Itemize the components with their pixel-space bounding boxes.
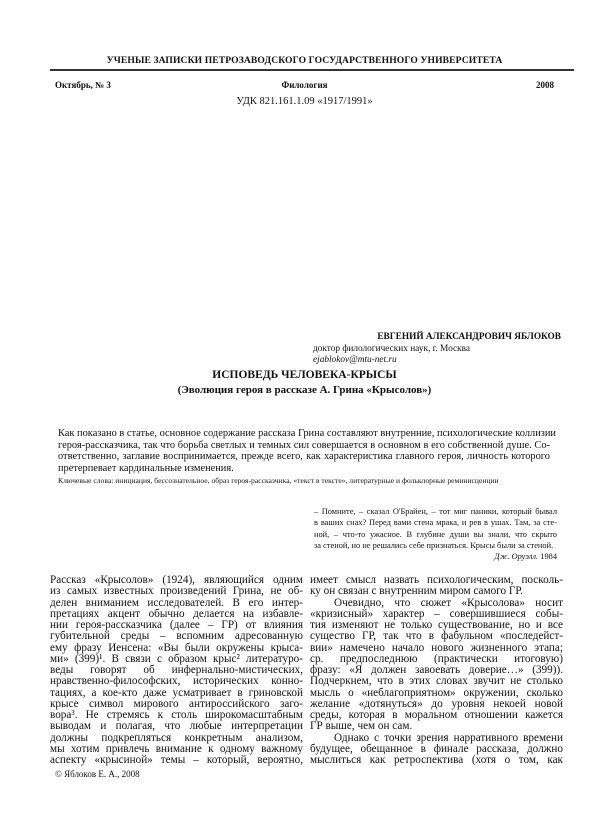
text-line: ему фразу Иенсена: «Вы были окружены крыса- [50, 641, 303, 654]
text-line: должны подкрепляться конкретным анализом, [50, 731, 303, 744]
header-rule [50, 69, 574, 71]
text-line: вии» намечено начало нового жизненного этапа; [310, 641, 563, 654]
text-line: губительной среды – вспомним адресованную [50, 630, 303, 643]
journal-title: УЧЕНЫЕ ЗАПИСКИ ПЕТРОЗАВОДСКОГО ГОСУДАРСТВЕННОГО УНИВЕРСИТЕТА [106, 55, 503, 66]
text-line: ми» (399)¹. В связи с образом крыс² литературо- [50, 652, 303, 665]
text-line: вора³. Не стремясь к столь широкомасштабным [50, 709, 303, 721]
author-name: ЕВГЕНИЙ АЛЕКСАНДРОВИЧ ЯБЛОКОВ [377, 332, 561, 342]
text-line: героя-рассказчика, так что борьба светлых и темных сил совершается в основном в его собственной душе. Со- [58, 439, 550, 451]
text-line: будущее, обещанное в финале рассказа, должно [310, 742, 563, 755]
epigraph-author: Дж. Оруэлл. [494, 552, 539, 562]
epigraph [314, 506, 557, 562]
text-line: ответственно, заглавие воспринимается, прежде всего, как характеристика главного героя, личность которого [58, 451, 550, 463]
text-line: – Помните, – сказал О'Брайен, – тот миг паники, который бывал [314, 507, 557, 516]
text-line: Подчеркнем, что в этих словах звучит не столько [310, 675, 563, 688]
text-line: претациях акцент обычно делается на избавле- [50, 607, 303, 620]
text-line: ной, – что-то ужасное. В глубине души вы знали, что скрыто [314, 529, 557, 539]
year-label: 2008 [536, 80, 554, 90]
text-line: мы хотим привлечь внимание к одному важному [50, 742, 303, 755]
right-column [310, 575, 563, 766]
author-affiliation: доктор филологических наук, г. Москва [313, 344, 471, 354]
keywords: Ключевые слова: инициация, бессознательное, образ героя-рассказчика, «текст в тексте», литературные и фольклорные реминисценции [58, 476, 499, 485]
article-subtitle: (Эволюция героя в рассказе А. Грина «Крысолов») [177, 384, 432, 396]
copyright: © Яблоков Е. А., 2008 [55, 769, 140, 779]
text-line: аспекту «крысиной» темы – который, вероятно, [50, 754, 303, 766]
text-line: веды говорят об инфернально-мистических, [50, 664, 303, 676]
text-line: в ваших снах? Перед вами стена мрака, и рев в ушах. Там, за сте- [314, 518, 557, 528]
text-line: за стеной, но не решались себе признаться. Крысы были за стеной. [314, 540, 554, 550]
text-line: нравственно-философских, исторических конно- [50, 675, 303, 688]
text-line: тия изменяют не только существование, но и все [310, 619, 563, 631]
abstract [58, 428, 556, 474]
epigraph-work: 1984 [540, 552, 557, 562]
text-line: ку он связан с внутренним миром самого ГР. [310, 585, 523, 598]
text-line: нии героя-рассказчика (далее – ГР) от влияния [50, 619, 303, 631]
text-line: Рассказ «Крысолов» (1924), являющийся одним [50, 574, 303, 586]
issue-label: Октябрь, № 3 [55, 80, 111, 90]
udk-code: УДК 821.161.1.09 «1917/1991» [236, 96, 373, 107]
text-line: ГР выше, чем он сам. [310, 720, 413, 733]
text-line: среды, которая в моральном отношении кажется [310, 709, 563, 721]
text-line: имеет смысл назвать психологическим, посколь- [310, 574, 563, 586]
section-label: Филология [281, 80, 328, 90]
text-line: желание «дотянуться» до уровня некоей новой [310, 697, 563, 710]
text-line: фразу: «Я должен завоевать доверие…» (399)). [310, 664, 563, 676]
text-line: Однако с точки зрения нарративного времени [334, 731, 563, 744]
text-line: «кризисный» характер – совершившиеся собы- [310, 607, 563, 620]
author-email[interactable]: ejablokov@mtu-net.ru [313, 355, 397, 365]
text-line: претерпевает кардинальные изменения. [58, 462, 234, 474]
text-line: ср. предпоследнюю (практически итоговую) [310, 652, 563, 665]
text-line: мысль о «неблагоприятном» окружении, сколько [310, 686, 563, 699]
text-line: существо ГР, так что в фабульном «последейст- [310, 630, 563, 643]
text-line: крысе символ мирового антироссийского заго- [50, 697, 303, 710]
left-column [50, 575, 303, 766]
text-line: мыслиться как ретроспектива (хотя о том, как [310, 754, 563, 766]
text-line: Как показано в статье, основное содержание рассказа Грина составляют внутренние, психологические коллизии [58, 428, 556, 439]
text-line: из самых известных произведений Грина, не об- [50, 585, 303, 598]
text-line: выводам и полагая, что любые интерпретации [50, 720, 303, 733]
text-line: тациях, а кое-кто даже усматривает в гриновской [50, 686, 303, 699]
text-line: Очевидно, что сюжет «Крысолова» носит [334, 596, 563, 609]
article-title: ИСПОВЕДЬ ЧЕЛОВЕКА-КРЫСЫ [212, 369, 397, 381]
text-line: делен вниманием исследователей. В его интер- [50, 596, 303, 609]
